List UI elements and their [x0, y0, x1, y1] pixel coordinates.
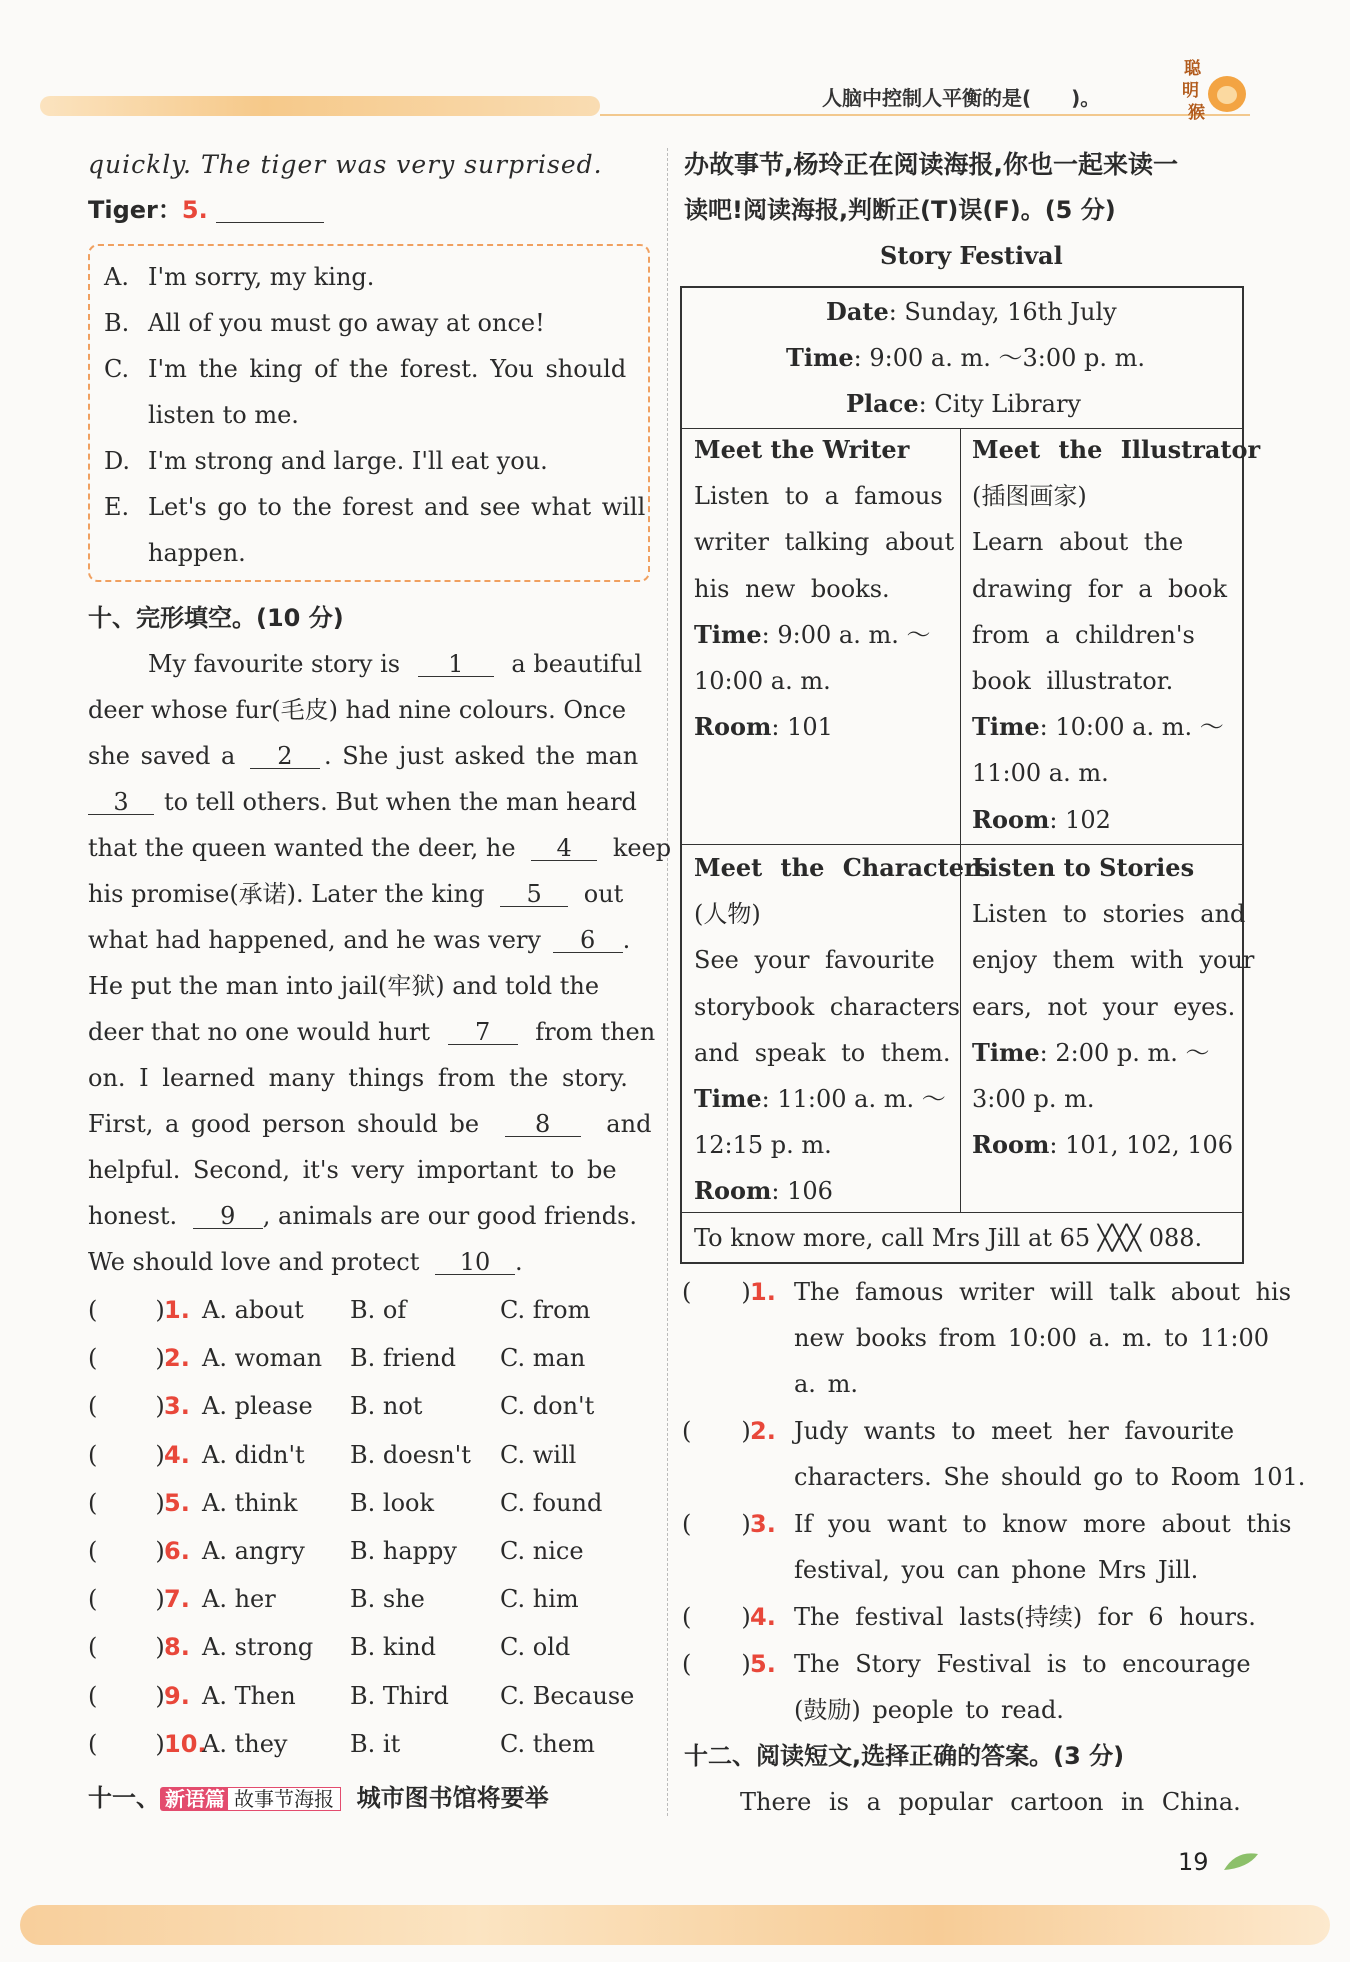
cell-time-label: Time: [694, 1084, 762, 1113]
answer-bracket[interactable]: ( ): [682, 1650, 751, 1678]
passage-line-2: deer whose fur(毛皮) had nine colours. Once: [88, 696, 627, 724]
cell-room-line: [694, 712, 833, 742]
cell-desc-line: and speak to them.: [694, 1038, 951, 1067]
cell-time-line: [694, 1084, 946, 1113]
passage-text: deer that no one would hurt: [88, 1018, 430, 1046]
choice-row: [88, 1443, 194, 1467]
passage-text: My favourite story is: [148, 650, 401, 678]
passage-text: his promise(承诺). Later the king: [88, 880, 485, 908]
tf-text-line: If you want to know more about this: [794, 1510, 1292, 1538]
cell-time-value: : 9:00 a. m. ～: [761, 620, 931, 649]
answer-bracket[interactable]: ( ): [88, 1730, 165, 1758]
choice-row: [88, 1491, 194, 1515]
cell-desc-line: (插图画家): [972, 482, 1087, 511]
choice-option-b[interactable]: B. friend: [350, 1344, 456, 1372]
blank-3[interactable]: 3: [88, 790, 154, 815]
option-b-text: All of you must go away at once!: [148, 309, 545, 337]
cell-room-label: Room: [694, 712, 772, 742]
tf-text-line: a. m.: [794, 1370, 858, 1398]
choice-row: [88, 1730, 207, 1758]
tf-question: [682, 1512, 776, 1536]
passage-text: .: [515, 1248, 523, 1276]
cell-time-value: : 10:00 a. m. ～: [1039, 713, 1224, 742]
cell-desc-line: from a children's: [972, 620, 1195, 649]
choice-number: 3.: [164, 1392, 190, 1420]
cell-time-line-2: 10:00 a. m.: [694, 667, 831, 695]
answer-bracket[interactable]: ( ): [88, 1441, 165, 1469]
time-label: Time: [786, 343, 854, 372]
poster-place: [846, 389, 1081, 418]
choice-option-a[interactable]: A. her: [202, 1585, 276, 1613]
passage-line-13: [88, 1204, 637, 1229]
poster-date: [826, 297, 1117, 326]
header-line: [600, 114, 1250, 116]
choice-option-b[interactable]: B. not: [350, 1392, 423, 1420]
tf-text-line: new books from 10:00 a. m. to 11:00: [794, 1324, 1270, 1352]
cell-desc-line: book illustrator.: [972, 667, 1174, 695]
choice-option-a[interactable]: A. think: [202, 1489, 298, 1517]
cell-room-value: : 101: [771, 713, 833, 742]
tf-text-line: festival, you can phone Mrs Jill.: [794, 1556, 1199, 1584]
tf-number: 4.: [750, 1603, 776, 1631]
cell-desc-line: ears, not your eyes.: [972, 992, 1236, 1021]
cell-time-line-2: 12:15 p. m.: [694, 1131, 832, 1160]
blank-10[interactable]: 10: [435, 1250, 515, 1275]
cell-title: Listen to Stories: [972, 853, 1195, 882]
monkey-icon: [1208, 76, 1246, 112]
option-e-letter: E.: [104, 493, 130, 521]
choice-row: [88, 1346, 194, 1370]
tf-question: [682, 1652, 776, 1676]
mascot-char-2: 明: [1182, 81, 1199, 101]
choice-number: 1.: [164, 1296, 190, 1324]
choice-option-b[interactable]: B. happy: [350, 1537, 457, 1565]
passage-line-1: [148, 652, 642, 677]
answer-bracket[interactable]: ( ): [88, 1344, 165, 1372]
choice-number: 10.: [164, 1730, 207, 1758]
passage-text: , animals are our good friends.: [262, 1202, 638, 1230]
choice-option-c[interactable]: C. nice: [500, 1537, 584, 1565]
answer-bracket[interactable]: ( ): [682, 1603, 751, 1631]
cell-desc-line: drawing for a book: [972, 574, 1227, 603]
blank-1[interactable]: 1: [418, 652, 494, 677]
tiger-label: [88, 198, 324, 223]
cell-time-line-2: 3:00 p. m.: [972, 1085, 1095, 1113]
choice-option-c[interactable]: C. them: [500, 1730, 595, 1758]
passage-text: out: [583, 880, 624, 908]
cell-room-line: [972, 1130, 1234, 1160]
option-a-letter: A.: [104, 263, 129, 291]
choice-option-c[interactable]: C. Because: [500, 1682, 635, 1710]
poster-title: Story Festival: [880, 241, 1063, 270]
choice-option-c[interactable]: C. old: [500, 1633, 571, 1661]
choice-option-a[interactable]: A. about: [202, 1296, 304, 1324]
cell-desc-line: his new books.: [694, 574, 890, 603]
option-e-text-1: Let's go to the forest and see what will: [148, 493, 646, 521]
passage-line-9: [88, 1020, 655, 1045]
passage-text: .: [622, 926, 631, 954]
answer-bracket[interactable]: ( ): [682, 1417, 751, 1445]
choice-row: [88, 1635, 194, 1659]
tf-question: [682, 1419, 776, 1443]
cell-title: Meet the Illustrator: [972, 435, 1261, 464]
cell-time-line-2: 11:00 a. m.: [972, 759, 1109, 788]
choice-row: [88, 1539, 194, 1563]
option-c-text-1: I'm the king of the forest. You should: [148, 355, 627, 383]
option-e-text-2: happen.: [148, 539, 246, 567]
section-12-title: 十二、阅读短文,选择正确的答案。(3 分): [684, 1742, 1125, 1770]
time-value: : 9:00 a. m. ～3:00 p. m.: [853, 344, 1145, 372]
tf-text-line: The festival lasts(持续) for 6 hours.: [794, 1603, 1256, 1631]
passage-line-3: [88, 744, 638, 769]
passage-text: what had happened, and he was very: [88, 926, 541, 954]
choice-number: 9.: [164, 1682, 190, 1710]
choice-option-c[interactable]: C. from: [500, 1296, 591, 1324]
choice-row: [88, 1394, 194, 1418]
cell-room-line: [972, 804, 1111, 834]
choice-option-b[interactable]: B. she: [350, 1585, 425, 1613]
tf-question: [682, 1280, 776, 1304]
poster-table: [680, 286, 1244, 1264]
leaf-icon: [1222, 1848, 1262, 1876]
tiger-question-number: 5.: [181, 196, 208, 224]
cell-title: Meet the Characters: [694, 853, 991, 882]
header-stripe: [40, 96, 600, 116]
tf-text-line: (鼓励) people to read.: [794, 1696, 1064, 1724]
passage-text: First, a good person should be: [88, 1110, 480, 1138]
passage-text: . She just asked the man: [323, 742, 639, 770]
tf-text-line: Judy wants to meet her favourite: [794, 1417, 1235, 1445]
choice-row: [88, 1587, 194, 1611]
passage-text: that the queen wanted the deer, he: [88, 834, 516, 862]
section-11-badge: 新语篇: [160, 1787, 230, 1811]
cell-desc-line: Listen to a famous: [694, 482, 943, 511]
cell-time-line: [972, 1037, 1210, 1067]
cell-time-label: Time: [972, 1037, 1040, 1067]
answer-bracket[interactable]: ( ): [88, 1489, 165, 1517]
choice-option-a[interactable]: A. strong: [202, 1633, 314, 1661]
option-a-text: I'm sorry, my king.: [148, 263, 375, 291]
choice-option-c[interactable]: C. him: [500, 1585, 579, 1613]
cell-room-value: : 106: [771, 1177, 833, 1206]
column-divider: [667, 148, 668, 1816]
footer-stripe: [20, 1905, 1330, 1945]
choice-option-b[interactable]: B. it: [350, 1730, 401, 1758]
passage-line-6: [88, 882, 623, 907]
cell-room-label: Room: [694, 1176, 772, 1206]
cell-desc-line: (人物): [694, 900, 761, 929]
passage-line-12: helpful. Second, it's very important to be: [88, 1156, 617, 1184]
blank-9[interactable]: 9: [193, 1204, 263, 1229]
answer-bracket[interactable]: ( ): [88, 1392, 165, 1420]
option-b-letter: B.: [104, 309, 130, 337]
blank-4[interactable]: 4: [531, 836, 597, 861]
cell-time-value: : 2:00 p. m. ～: [1039, 1038, 1210, 1067]
answer-bracket[interactable]: ( ): [88, 1585, 165, 1613]
cell-room-value: : 101, 102, 106: [1049, 1131, 1234, 1160]
section-12-start: There is a popular cartoon in China.: [740, 1788, 1241, 1816]
answer-bracket[interactable]: ( ): [88, 1296, 165, 1324]
cell-title: Meet the Writer: [694, 435, 910, 464]
passage-line-10: on. I learned many things from the story.: [88, 1064, 628, 1092]
tiger-answer-blank[interactable]: [216, 198, 324, 223]
section-11-title: 城市图书馆将要举: [356, 1784, 549, 1812]
option-c-letter: C.: [104, 355, 130, 383]
intro-line-1: 办故事节,杨玲正在阅读海报,你也一起来读一: [684, 150, 1178, 179]
cell-time-line: [694, 619, 931, 649]
choice-option-b[interactable]: B. look: [350, 1489, 435, 1517]
mascot-logo: [1180, 54, 1252, 124]
cell-time-label: Time: [972, 712, 1040, 742]
date-label: Date: [826, 297, 889, 326]
cell-room-value: : 102: [1049, 805, 1111, 834]
place-value: : City Library: [918, 390, 1081, 418]
cell-desc-line: Listen to stories and: [972, 900, 1246, 929]
choice-option-c[interactable]: C. found: [500, 1489, 603, 1517]
answer-bracket[interactable]: ( ): [88, 1537, 165, 1565]
intro-line-2: 读吧!阅读海报,判断正(T)误(F)。(5 分): [684, 196, 1116, 224]
choice-row: [88, 1298, 194, 1322]
section-11-tag: 故事节海报: [227, 1787, 341, 1811]
passage-text: honest.: [88, 1202, 178, 1230]
tf-number: 3.: [750, 1510, 776, 1538]
poster-contact: To know more, call Mrs Jill at 65 ╳╳╳ 088.: [694, 1224, 1203, 1252]
choice-option-a[interactable]: A. didn't: [202, 1441, 305, 1469]
choice-option-a[interactable]: A. they: [202, 1730, 288, 1758]
tf-question: [682, 1605, 776, 1629]
cell-desc-line: enjoy them with your: [972, 946, 1255, 975]
passage-text: We should love and protect: [88, 1248, 420, 1276]
poster-time: [786, 343, 1145, 372]
choice-option-b[interactable]: B. kind: [350, 1633, 436, 1661]
cell-desc-line: writer talking about: [694, 528, 955, 557]
choice-number: 4.: [164, 1441, 190, 1469]
story-end-line: quickly. The tiger was very surprised.: [88, 150, 603, 179]
passage-line-7: [88, 928, 630, 953]
tf-number: 5.: [750, 1650, 776, 1678]
passage-line-11: [88, 1112, 651, 1137]
cell-room-label: Room: [972, 1130, 1050, 1160]
option-a: [104, 265, 129, 289]
choice-option-a[interactable]: A. woman: [202, 1344, 323, 1372]
tf-text-line: characters. She should go to Room 101.: [794, 1463, 1306, 1491]
date-value: : Sunday, 16th July: [888, 298, 1117, 326]
option-c-text-2: listen to me.: [148, 401, 299, 429]
cell-desc-line: See your favourite: [694, 946, 935, 975]
tf-text-line: The Story Festival is to encourage: [794, 1650, 1251, 1678]
passage-line-5: [88, 836, 671, 861]
choice-number: 8.: [164, 1633, 190, 1661]
page-number: 19: [1178, 1848, 1209, 1876]
mascot-char-1: 聪: [1184, 59, 1201, 79]
passage-text: from then: [535, 1018, 656, 1046]
mascot-char-3: 猴: [1188, 103, 1205, 123]
passage-line-4: [88, 790, 637, 815]
tf-number: 2.: [750, 1417, 776, 1445]
choice-option-a[interactable]: A. Then: [202, 1682, 296, 1710]
choice-number: 6.: [164, 1537, 190, 1565]
passage-text: and: [606, 1110, 652, 1138]
blank-7[interactable]: 7: [448, 1020, 518, 1045]
cell-desc-line: Learn about the: [972, 528, 1184, 557]
passage-text: she saved a: [88, 742, 236, 770]
option-d-text: I'm strong and large. I'll eat you.: [148, 447, 548, 475]
cell-time-value: : 11:00 a. m. ～: [761, 1085, 946, 1113]
answer-bracket[interactable]: ( ): [88, 1682, 165, 1710]
tf-number: 1.: [750, 1278, 776, 1306]
choice-number: 5.: [164, 1489, 190, 1517]
header-question: 人脑中控制人平衡的是( )。: [822, 86, 1101, 110]
section-10-title: 十、完形填空。(10 分): [88, 604, 344, 632]
choice-option-b[interactable]: B. of: [350, 1296, 407, 1324]
choice-option-c[interactable]: C. will: [500, 1441, 577, 1469]
cell-time-line: [972, 712, 1224, 742]
blank-6[interactable]: 6: [553, 928, 623, 953]
tf-text-line: The famous writer will talk about his: [794, 1278, 1292, 1306]
passage-text: a beautiful: [511, 650, 642, 678]
passage-text: keep: [612, 834, 672, 862]
choice-row: [88, 1684, 194, 1708]
cell-time-label: Time: [694, 619, 762, 649]
tiger-label-text: Tiger：: [88, 196, 182, 224]
cell-room-line: [694, 1176, 833, 1206]
choice-option-a[interactable]: A. please: [202, 1392, 313, 1420]
choice-option-b[interactable]: B. Third: [350, 1682, 449, 1710]
cell-room-label: Room: [972, 804, 1050, 834]
option-d-letter: D.: [104, 447, 131, 475]
place-label: Place: [846, 389, 919, 418]
section-11-heading: [88, 1786, 549, 1811]
blank-8[interactable]: 8: [505, 1112, 581, 1137]
answer-bracket[interactable]: ( ): [682, 1278, 751, 1306]
answer-bracket[interactable]: ( ): [88, 1633, 165, 1661]
section-11-prefix: 十一、: [88, 1784, 160, 1812]
choice-option-a[interactable]: A. angry: [202, 1537, 305, 1565]
cell-desc-line: storybook characters: [694, 992, 960, 1021]
blank-2[interactable]: 2: [250, 744, 320, 769]
choice-number: 7.: [164, 1585, 190, 1613]
choice-option-c[interactable]: C. don't: [500, 1392, 595, 1420]
choice-option-b[interactable]: B. doesn't: [350, 1441, 471, 1469]
choice-number: 2.: [164, 1344, 190, 1372]
choice-option-c[interactable]: C. man: [500, 1344, 586, 1372]
passage-text: to tell others. But when the man heard: [164, 788, 637, 816]
blank-5[interactable]: 5: [500, 882, 568, 907]
answer-bracket[interactable]: ( ): [682, 1510, 751, 1538]
passage-line-14: [88, 1250, 523, 1275]
passage-line-8: He put the man into jail(牢狱) and told the: [88, 972, 600, 1000]
